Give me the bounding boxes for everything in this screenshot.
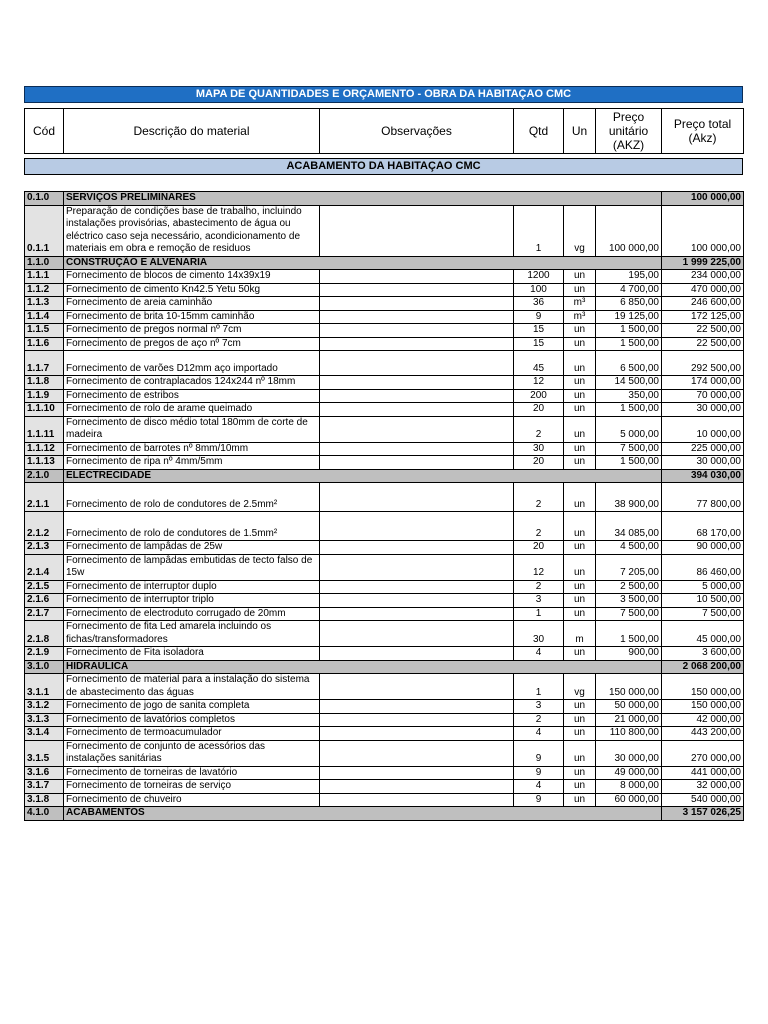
item-description: Fornecimento de pregos normal nº 7cm	[64, 324, 320, 338]
item-code: 1.1.6	[25, 337, 64, 351]
item-unit: un	[564, 740, 596, 766]
item-unit-price: 21 000,00	[596, 713, 662, 727]
item-total-price: 174 000,00	[662, 376, 744, 390]
item-unit: un	[564, 403, 596, 417]
item-quantity: 2	[514, 483, 564, 512]
item-unit-price: 195,00	[596, 270, 662, 284]
item-code: 2.1.2	[25, 512, 64, 541]
table-row	[25, 700, 744, 714]
item-unit: un	[564, 389, 596, 403]
column-header	[24, 108, 744, 154]
item-unit: un	[564, 580, 596, 594]
item-code: 1.1.12	[25, 442, 64, 456]
item-description: Fornecimento de disco médio total 180mm de corte de madeira	[64, 416, 320, 442]
item-description: Fornecimento de conjunto de acessórios das instalações sanitárias	[64, 740, 320, 766]
item-observations	[320, 541, 514, 555]
item-code: 3.1.3	[25, 713, 64, 727]
item-unit: m³	[564, 310, 596, 324]
item-quantity: 15	[514, 324, 564, 338]
item-total-price: 68 170,00	[662, 512, 744, 541]
item-observations	[320, 483, 514, 512]
table-row	[25, 351, 744, 376]
item-unit-price: 14 500,00	[596, 376, 662, 390]
item-total-price: 30 000,00	[662, 403, 744, 417]
item-total-price: 270 000,00	[662, 740, 744, 766]
item-total-price: 100 000,00	[662, 205, 744, 256]
item-code: 1.1.7	[25, 351, 64, 376]
item-total-price: 225 000,00	[662, 442, 744, 456]
item-total-price: 441 000,00	[662, 766, 744, 780]
item-observations	[320, 607, 514, 621]
item-unit-price: 900,00	[596, 647, 662, 661]
item-unit: un	[564, 324, 596, 338]
item-unit-price: 8 000,00	[596, 780, 662, 794]
item-total-price: 77 800,00	[662, 483, 744, 512]
item-total-price: 32 000,00	[662, 780, 744, 794]
group-code: 2.1.0	[25, 469, 64, 483]
item-unit: un	[564, 512, 596, 541]
item-code: 2.1.7	[25, 607, 64, 621]
item-code: 2.1.8	[25, 621, 64, 647]
group-title: ACABAMENTOS	[64, 807, 662, 821]
item-observations	[320, 766, 514, 780]
group-code: 4.1.0	[25, 807, 64, 821]
item-quantity: 1	[514, 607, 564, 621]
item-observations	[320, 727, 514, 741]
item-code: 1.1.5	[25, 324, 64, 338]
item-observations	[320, 647, 514, 661]
item-code: 1.1.11	[25, 416, 64, 442]
item-total-price: 70 000,00	[662, 389, 744, 403]
item-observations	[320, 297, 514, 311]
item-unit-price: 100 000,00	[596, 205, 662, 256]
table-row	[25, 270, 744, 284]
item-quantity: 30	[514, 621, 564, 647]
section-title: ACABAMENTO DA HABITAÇAO CMC	[24, 158, 743, 175]
item-quantity: 20	[514, 541, 564, 555]
item-observations	[320, 205, 514, 256]
item-observations	[320, 780, 514, 794]
item-description: Fornecimento de interruptor duplo	[64, 580, 320, 594]
item-quantity: 12	[514, 554, 564, 580]
item-observations	[320, 740, 514, 766]
table-row	[25, 512, 744, 541]
item-quantity: 20	[514, 403, 564, 417]
group-total: 3 157 026,25	[662, 807, 744, 821]
item-description: Fornecimento de pregos de aço nº 7cm	[64, 337, 320, 351]
item-quantity: 3	[514, 594, 564, 608]
item-observations	[320, 456, 514, 470]
item-description: Fornecimento de torneiras de serviço	[64, 780, 320, 794]
item-code: 3.1.5	[25, 740, 64, 766]
item-unit: un	[564, 793, 596, 807]
item-description: Fornecimento de areia caminhão	[64, 297, 320, 311]
item-observations	[320, 674, 514, 700]
item-unit: un	[564, 416, 596, 442]
group-title: ELECTRECIDADE	[64, 469, 662, 483]
group-code: 0.1.0	[25, 192, 64, 206]
item-description: Fornecimento de barrotes nº 8mm/10mm	[64, 442, 320, 456]
group-total: 2 068 200,00	[662, 660, 744, 674]
item-description: Fornecimento de contraplacados 124x244 nº 18mm	[64, 376, 320, 390]
item-observations	[320, 283, 514, 297]
item-quantity: 12	[514, 376, 564, 390]
item-code: 3.1.2	[25, 700, 64, 714]
group-title: SERVIÇOS PRELIMINARES	[64, 192, 662, 206]
item-unit-price: 4 700,00	[596, 283, 662, 297]
item-unit: un	[564, 700, 596, 714]
item-total-price: 30 000,00	[662, 456, 744, 470]
item-unit: un	[564, 483, 596, 512]
item-observations	[320, 512, 514, 541]
item-code: 1.1.2	[25, 283, 64, 297]
item-unit: un	[564, 727, 596, 741]
group-row	[25, 807, 744, 821]
item-description: Fornecimento de lavatórios completos	[64, 713, 320, 727]
item-quantity: 45	[514, 351, 564, 376]
table-row	[25, 483, 744, 512]
table-row	[25, 647, 744, 661]
item-observations	[320, 351, 514, 376]
item-code: 1.1.8	[25, 376, 64, 390]
item-observations	[320, 376, 514, 390]
item-quantity: 9	[514, 310, 564, 324]
table-row	[25, 594, 744, 608]
item-description: Fornecimento de cimento Kn42.5 Yetu 50kg	[64, 283, 320, 297]
table-row	[25, 376, 744, 390]
table-row	[25, 580, 744, 594]
item-observations	[320, 403, 514, 417]
item-description: Fornecimento de Fita isoladora	[64, 647, 320, 661]
item-unit: un	[564, 766, 596, 780]
item-unit-price: 7 500,00	[596, 607, 662, 621]
item-unit-price: 110 800,00	[596, 727, 662, 741]
group-row	[25, 256, 744, 270]
item-description: Fornecimento de ripa nº 4mm/5mm	[64, 456, 320, 470]
item-total-price: 150 000,00	[662, 674, 744, 700]
item-quantity: 1	[514, 205, 564, 256]
item-code: 1.1.10	[25, 403, 64, 417]
item-quantity: 2	[514, 416, 564, 442]
item-quantity: 2	[514, 512, 564, 541]
item-total-price: 86 460,00	[662, 554, 744, 580]
item-quantity: 1200	[514, 270, 564, 284]
item-description: Fornecimento de brita 10-15mm caminhão	[64, 310, 320, 324]
table-row	[25, 607, 744, 621]
item-description: Fornecimento de estribos	[64, 389, 320, 403]
table-row	[25, 324, 744, 338]
item-quantity: 100	[514, 283, 564, 297]
item-total-price: 172 125,00	[662, 310, 744, 324]
item-description: Fornecimento de jogo de sanita completa	[64, 700, 320, 714]
item-total-price: 7 500,00	[662, 607, 744, 621]
group-total: 100 000,00	[662, 192, 744, 206]
table-row	[25, 416, 744, 442]
item-description: Fornecimento de interruptor triplo	[64, 594, 320, 608]
table-row	[25, 442, 744, 456]
table-row	[25, 766, 744, 780]
table-row	[25, 297, 744, 311]
item-unit: m	[564, 621, 596, 647]
item-unit: un	[564, 594, 596, 608]
header-qtd: Qtd	[514, 109, 564, 154]
item-unit-price: 19 125,00	[596, 310, 662, 324]
header-preco-unitario: Preço unitário (AKZ)	[596, 109, 662, 154]
item-description: Fornecimento de rolo de condutores de 2.5mm²	[64, 483, 320, 512]
item-unit-price: 38 900,00	[596, 483, 662, 512]
item-description: Preparação de condições base de trabalho, incluindo instalações provisórias, abastecimento de água ou eléctrico caso seja necessário, acondicionamento de materiais em obra e remoção de residuos	[64, 205, 320, 256]
item-unit-price: 3 500,00	[596, 594, 662, 608]
item-observations	[320, 713, 514, 727]
item-unit: un	[564, 456, 596, 470]
header-un: Un	[564, 109, 596, 154]
item-unit: un	[564, 554, 596, 580]
item-total-price: 292 500,00	[662, 351, 744, 376]
item-description: Fornecimento de termoacumulador	[64, 727, 320, 741]
item-code: 3.1.4	[25, 727, 64, 741]
item-unit: un	[564, 647, 596, 661]
item-unit-price: 50 000,00	[596, 700, 662, 714]
item-unit-price: 5 000,00	[596, 416, 662, 442]
item-unit: un	[564, 270, 596, 284]
table-row	[25, 337, 744, 351]
item-code: 2.1.1	[25, 483, 64, 512]
item-total-price: 3 600,00	[662, 647, 744, 661]
item-total-price: 42 000,00	[662, 713, 744, 727]
table-row	[25, 310, 744, 324]
item-code: 2.1.5	[25, 580, 64, 594]
item-observations	[320, 324, 514, 338]
item-unit: un	[564, 442, 596, 456]
item-description: Fornecimento de lampâdas embutidas de tecto falso de 15w	[64, 554, 320, 580]
item-observations	[320, 442, 514, 456]
group-title: CONSTRUÇÃO E ALVENARIA	[64, 256, 662, 270]
item-unit-price: 60 000,00	[596, 793, 662, 807]
item-total-price: 10 500,00	[662, 594, 744, 608]
item-code: 3.1.6	[25, 766, 64, 780]
group-row	[25, 192, 744, 206]
item-code: 1.1.4	[25, 310, 64, 324]
table-row	[25, 283, 744, 297]
item-description: Fornecimento de fita Led amarela incluindo os fichas/transformadores	[64, 621, 320, 647]
item-observations	[320, 337, 514, 351]
item-quantity: 9	[514, 740, 564, 766]
item-unit-price: 1 500,00	[596, 324, 662, 338]
table-row	[25, 740, 744, 766]
item-unit-price: 1 500,00	[596, 337, 662, 351]
item-quantity: 2	[514, 580, 564, 594]
table-row	[25, 727, 744, 741]
group-row	[25, 660, 744, 674]
item-code: 3.1.8	[25, 793, 64, 807]
item-quantity: 4	[514, 727, 564, 741]
item-total-price: 540 000,00	[662, 793, 744, 807]
table-row	[25, 554, 744, 580]
item-code: 2.1.3	[25, 541, 64, 555]
item-description: Fornecimento de lampâdas de 25w	[64, 541, 320, 555]
item-quantity: 20	[514, 456, 564, 470]
item-description: Fornecimento de material para a instalação do sistema de abastecimento das águas	[64, 674, 320, 700]
item-code: 2.1.6	[25, 594, 64, 608]
item-code: 1.1.13	[25, 456, 64, 470]
item-description: Fornecimento de rolo de condutores de 1.5mm²	[64, 512, 320, 541]
table-row	[25, 780, 744, 794]
table-row	[25, 793, 744, 807]
item-quantity: 200	[514, 389, 564, 403]
item-quantity: 1	[514, 674, 564, 700]
item-total-price: 45 000,00	[662, 621, 744, 647]
item-code: 1.1.9	[25, 389, 64, 403]
item-description: Fornecimento de blocos de cimento 14x39x19	[64, 270, 320, 284]
item-total-price: 22 500,00	[662, 337, 744, 351]
item-total-price: 10 000,00	[662, 416, 744, 442]
item-total-price: 246 600,00	[662, 297, 744, 311]
item-unit-price: 7 205,00	[596, 554, 662, 580]
item-unit: un	[564, 283, 596, 297]
item-total-price: 443 200,00	[662, 727, 744, 741]
item-total-price: 234 000,00	[662, 270, 744, 284]
item-unit-price: 30 000,00	[596, 740, 662, 766]
item-unit-price: 34 085,00	[596, 512, 662, 541]
item-quantity: 4	[514, 647, 564, 661]
item-unit: m³	[564, 297, 596, 311]
item-quantity: 4	[514, 780, 564, 794]
item-observations	[320, 554, 514, 580]
item-code: 2.1.4	[25, 554, 64, 580]
header-preco-total: Preço total (Akz)	[662, 109, 744, 154]
item-observations	[320, 700, 514, 714]
item-total-price: 5 000,00	[662, 580, 744, 594]
item-observations	[320, 310, 514, 324]
item-unit-price: 2 500,00	[596, 580, 662, 594]
group-title: HIDRAULICA	[64, 660, 662, 674]
item-unit-price: 6 500,00	[596, 351, 662, 376]
item-unit: un	[564, 541, 596, 555]
item-unit-price: 150 000,00	[596, 674, 662, 700]
group-total: 394 030,00	[662, 469, 744, 483]
item-description: Fornecimento de rolo de arame queimado	[64, 403, 320, 417]
item-code: 3.1.1	[25, 674, 64, 700]
header-cod: Cód	[25, 109, 64, 154]
group-code: 3.1.0	[25, 660, 64, 674]
item-unit-price: 350,00	[596, 389, 662, 403]
item-observations	[320, 389, 514, 403]
item-unit-price: 1 500,00	[596, 621, 662, 647]
item-unit: un	[564, 607, 596, 621]
item-observations	[320, 270, 514, 284]
item-unit: un	[564, 376, 596, 390]
table-row	[25, 205, 744, 256]
item-quantity: 36	[514, 297, 564, 311]
item-unit: un	[564, 351, 596, 376]
table-row	[25, 389, 744, 403]
item-unit-price: 7 500,00	[596, 442, 662, 456]
item-code: 3.1.7	[25, 780, 64, 794]
item-unit: un	[564, 337, 596, 351]
item-observations	[320, 793, 514, 807]
item-observations	[320, 580, 514, 594]
item-total-price: 90 000,00	[662, 541, 744, 555]
item-description: Fornecimento de torneiras de lavatório	[64, 766, 320, 780]
item-quantity: 30	[514, 442, 564, 456]
table-row	[25, 403, 744, 417]
table-row	[25, 541, 744, 555]
item-unit: vg	[564, 205, 596, 256]
item-unit: un	[564, 780, 596, 794]
item-quantity: 3	[514, 700, 564, 714]
group-code: 1.1.0	[25, 256, 64, 270]
item-total-price: 22 500,00	[662, 324, 744, 338]
item-description: Fornecimento de varões D12mm aço importado	[64, 351, 320, 376]
item-description: Fornecimento de electroduto corrugado de 20mm	[64, 607, 320, 621]
item-unit-price: 49 000,00	[596, 766, 662, 780]
header-observacoes: Observações	[320, 109, 514, 154]
item-quantity: 9	[514, 793, 564, 807]
item-observations	[320, 621, 514, 647]
item-observations	[320, 416, 514, 442]
item-unit: un	[564, 713, 596, 727]
item-quantity: 2	[514, 713, 564, 727]
document-title: MAPA DE QUANTIDADES E ORÇAMENTO - OBRA DA HABITAÇAO CMC	[24, 86, 743, 103]
budget-table	[24, 191, 744, 821]
group-total: 1 999 225,00	[662, 256, 744, 270]
item-unit: vg	[564, 674, 596, 700]
item-code: 1.1.3	[25, 297, 64, 311]
item-quantity: 9	[514, 766, 564, 780]
item-unit-price: 1 500,00	[596, 456, 662, 470]
table-row	[25, 674, 744, 700]
table-row	[25, 713, 744, 727]
table-row	[25, 456, 744, 470]
item-unit-price: 6 850,00	[596, 297, 662, 311]
item-description: Fornecimento de chuveiro	[64, 793, 320, 807]
item-total-price: 150 000,00	[662, 700, 744, 714]
header-descricao: Descrição do material	[64, 109, 320, 154]
item-unit-price: 4 500,00	[596, 541, 662, 555]
item-code: 1.1.1	[25, 270, 64, 284]
item-observations	[320, 594, 514, 608]
item-unit-price: 1 500,00	[596, 403, 662, 417]
item-code: 2.1.9	[25, 647, 64, 661]
group-row	[25, 469, 744, 483]
item-code: 0.1.1	[25, 205, 64, 256]
item-quantity: 15	[514, 337, 564, 351]
table-row	[25, 621, 744, 647]
item-total-price: 470 000,00	[662, 283, 744, 297]
